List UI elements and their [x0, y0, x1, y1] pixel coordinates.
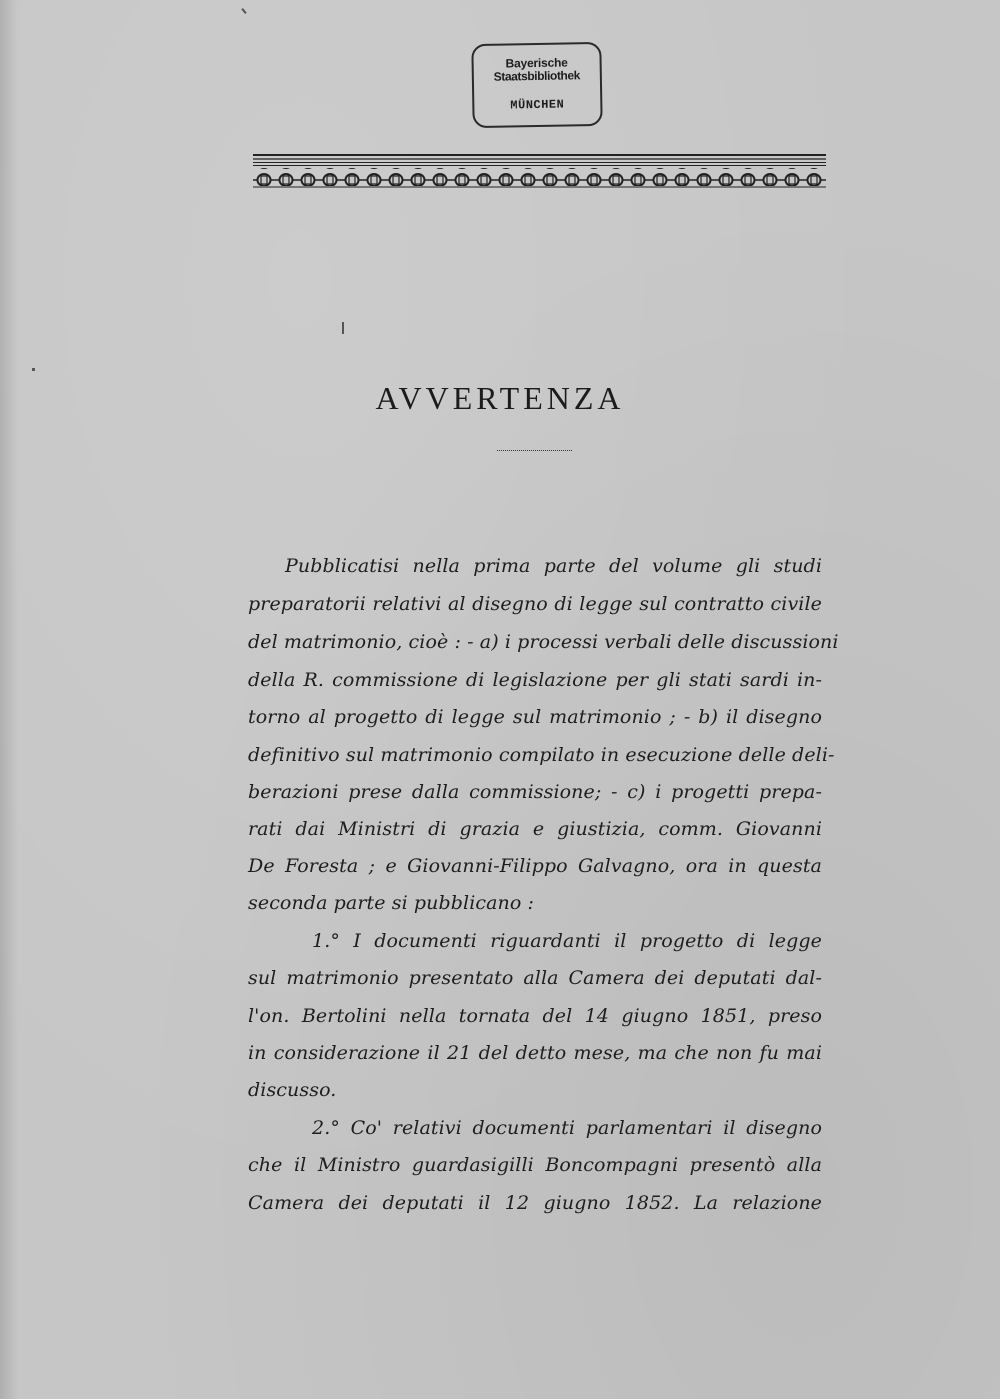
body-line: 1.° I documenti riguardanti il progetto di legge — [312, 930, 822, 952]
title-divider — [497, 450, 572, 451]
library-stamp — [471, 42, 602, 128]
body-line: rati dai Ministri di grazia e giustizia, comm. Giovanni — [248, 818, 822, 840]
body-line: della R. commissione di legislazione per gli stati sardi in- — [248, 669, 822, 691]
body-line: torno al progetto di legge sul matrimonio ; - b) il disegno — [248, 706, 822, 728]
page-title: AVVERTENZA — [375, 380, 625, 416]
body-line: del matrimonio, cioè : - a) i processi verbali delle discussioni — [248, 631, 839, 653]
body-line: Pubblicatisi nella prima parte del volume gli studi — [285, 555, 822, 577]
body-line: definitivo sul matrimonio compilato in esecuzione delle deli- — [248, 744, 835, 766]
paper-speck — [241, 8, 246, 14]
body-line: in considerazione il 21 del detto mese, ma che non fu mai — [248, 1042, 822, 1064]
paper-speck — [342, 322, 344, 334]
body-line: De Foresta ; e Giovanni-Filippo Galvagno, ora in questa — [248, 855, 822, 877]
body-line: che il Ministro guardasigilli Boncompagni presentò alla — [248, 1154, 822, 1176]
body-line: l'on. Bertolini nella tornata del 14 giugno 1851, preso — [248, 1005, 822, 1027]
body-line: discusso. — [248, 1079, 337, 1101]
stamp-line-2: Staatsbibliothek — [493, 68, 581, 84]
body-line: seconda parte si pubblicano : — [248, 892, 535, 914]
page-edge-shadow — [0, 0, 18, 1399]
body-line: berazioni prese dalla commissione; - c) i progetti prepa- — [248, 781, 822, 803]
body-line: preparatorii relativi al disegno di legge sul contratto civile — [248, 593, 822, 615]
body-line: 2.° Co' relativi documenti parlamentari il disegno — [312, 1117, 822, 1139]
body-line: sul matrimonio presentato alla Camera dei deputati dal- — [248, 967, 822, 989]
stamp-line-3: MÜNCHEN — [510, 97, 565, 113]
stamp-line-1: Bayerische — [505, 55, 568, 71]
paper-speck — [32, 368, 35, 371]
decorative-header-ornament — [253, 153, 826, 189]
body-line: Camera dei deputati il 12 giugno 1852. La relazione — [248, 1192, 822, 1214]
